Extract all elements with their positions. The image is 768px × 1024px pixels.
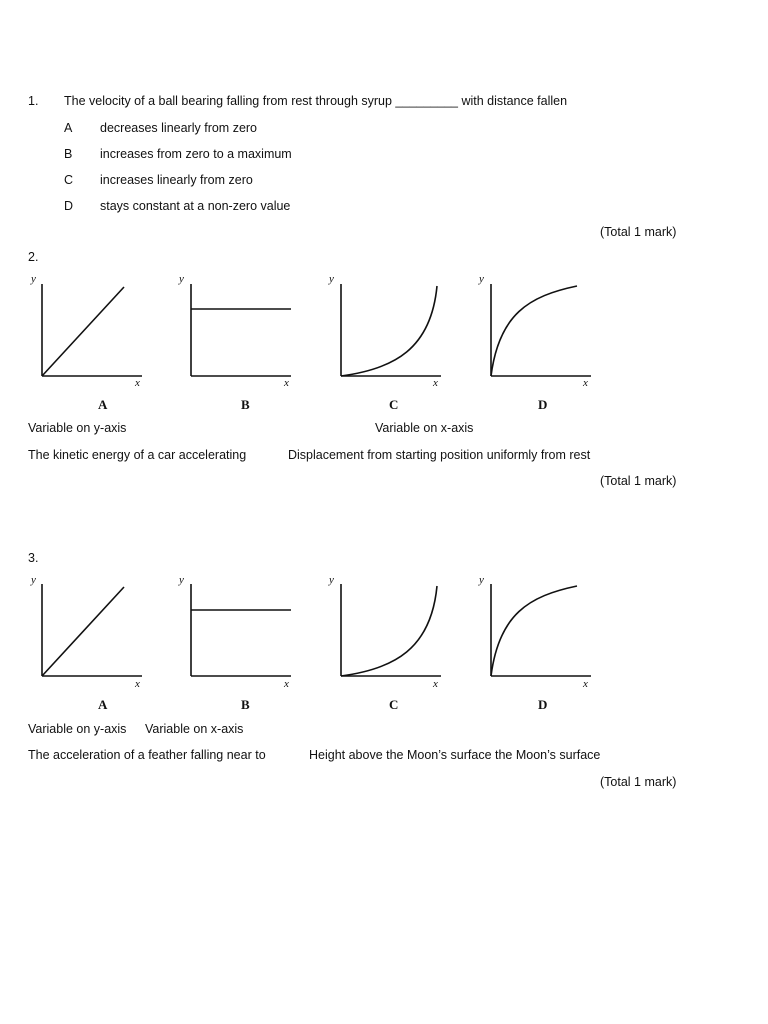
q3-graph-a (40, 584, 150, 684)
q2-graph-c (339, 284, 449, 384)
q1-stem: The velocity of a ball bearing falling from rest through syrup _________ with distance fallen (64, 94, 568, 108)
q3-graph-c-y-label: y (329, 574, 334, 586)
q1-option-d-text: stays constant at a non-zero value (100, 199, 291, 213)
q1-option-b-text: increases from zero to a maximum (100, 147, 292, 161)
q2-graph-b (189, 284, 299, 384)
q1-option-c-letter: C (64, 173, 74, 187)
q1-option-b-letter: B (64, 147, 73, 161)
q3-graph-d-y-label: y (479, 574, 484, 586)
q2-graph-d-x-label: x (583, 377, 588, 389)
q3-y-variable: The acceleration of a feather falling near to (28, 748, 266, 762)
q3-graph-c-label: C (389, 697, 399, 712)
q3-graph-b (189, 584, 299, 684)
q2-graph-a (40, 284, 150, 384)
q2-x-axis-heading: Variable on x-axis (375, 421, 474, 435)
q3-graph-a-y-label: y (31, 574, 36, 586)
q3-graph-c (339, 584, 449, 684)
q2-graph-a-x-label: x (135, 377, 140, 389)
q2-y-axis-heading: Variable on y-axis (28, 421, 127, 435)
q2-graph-d (489, 284, 599, 384)
q2-graph-c-label: C (389, 397, 399, 412)
q2-graph-b-x-label: x (284, 377, 289, 389)
q3-graph-b-y-label: y (179, 574, 184, 586)
q3-graph-b-label: B (241, 697, 250, 712)
q3-x-variable: Height above the Moon’s surface the Moon’s surface (309, 748, 601, 762)
q2-x-variable: Displacement from starting position uniformly from rest (288, 448, 591, 462)
q2-graph-c-y-label: y (329, 273, 334, 285)
q1-marks: (Total 1 mark) (600, 225, 677, 239)
q3-x-axis-heading: Variable on x-axis (145, 722, 244, 736)
q3-y-axis-heading: Variable on y-axis (28, 722, 127, 736)
q2-graph-d-label: D (538, 397, 548, 412)
q1-number: 1. (28, 94, 39, 108)
q2-graph-d-y-label: y (479, 273, 484, 285)
q2-graph-b-label: B (241, 397, 250, 412)
q2-graph-c-x-label: x (433, 377, 438, 389)
q3-graph-d (489, 584, 599, 684)
q2-graph-b-y-label: y (179, 273, 184, 285)
q3-number: 3. (28, 551, 39, 565)
q3-graph-a-label: A (98, 697, 108, 712)
q3-graph-b-x-label: x (284, 678, 289, 690)
q1-option-c-text: increases linearly from zero (100, 173, 253, 187)
q2-graph-a-label: A (98, 397, 108, 412)
q3-marks: (Total 1 mark) (600, 775, 677, 789)
q1-option-d-letter: D (64, 199, 74, 213)
q2-number: 2. (28, 250, 39, 264)
q3-graph-d-label: D (538, 697, 548, 712)
q2-graph-a-y-label: y (31, 273, 36, 285)
q1-option-a-letter: A (64, 121, 73, 135)
q3-graph-c-x-label: x (433, 678, 438, 690)
q2-marks: (Total 1 mark) (600, 474, 677, 488)
q3-graph-d-x-label: x (583, 678, 588, 690)
q1-option-a-text: decreases linearly from zero (100, 121, 258, 135)
q3-graph-a-x-label: x (135, 678, 140, 690)
q2-y-variable: The kinetic energy of a car accelerating (28, 448, 247, 462)
